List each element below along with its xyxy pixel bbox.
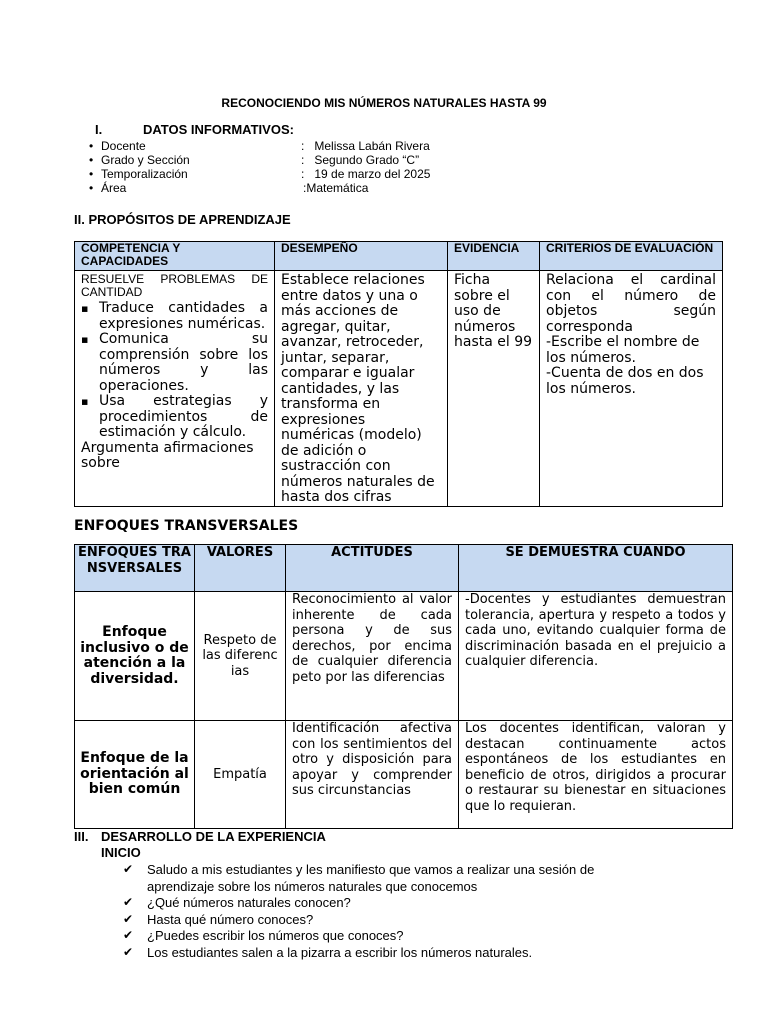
demuestra-cell: Los docentes identifican, valoran y destacan continuamente actos espontáneos de los estudiantes en beneficio de otros, dirigidos a procurar o restaurar su bienestar en situaciones que lo requieran. — [459, 721, 733, 829]
inicio-item-text: Los estudiantes salen a la pizarra a escribir los números naturales. — [147, 944, 533, 960]
section-4-title: DESARROLLO DE LA EXPERIENCIA — [101, 829, 326, 844]
check-icon: ✔ — [123, 944, 134, 959]
info-label: Temporalización — [101, 167, 188, 181]
document-title: RECONOCIENDO MIS NÚMEROS NATURALES HASTA 99 — [221, 96, 547, 110]
inicio-title: INICIO — [101, 845, 141, 860]
check-icon: ✔ — [123, 911, 134, 926]
header-demuestra: SE DEMUESTRA CUANDO — [459, 545, 733, 592]
bullet-icon: • — [89, 181, 94, 195]
section-4-heading — [74, 829, 326, 844]
info-label: Grado y Sección — [101, 153, 190, 167]
criterio-item: -Cuenta de dos en dos los números. — [546, 365, 704, 397]
section-1-number: I. — [95, 122, 103, 137]
info-row-temporalizacion — [89, 167, 430, 181]
bullet-icon: • — [89, 139, 94, 153]
enfoque-row — [75, 721, 733, 829]
purposes-header-row — [75, 242, 723, 271]
header-enfoques: ENFOQUES TRANSVERSALES — [75, 545, 195, 592]
check-icon: ✔ — [123, 928, 134, 942]
info-value: Melissa Labán Rivera — [314, 139, 430, 153]
section-3-title: ENFOQUES TRANSVERSALES — [74, 518, 299, 534]
inicio-item-text: Hasta qué número conoces? — [147, 911, 314, 927]
header-valores: VALORES — [195, 545, 286, 592]
header-criterios: CRITERIOS DE EVALUACIÓN — [540, 242, 723, 271]
info-separator: : — [301, 139, 305, 153]
info-value: Matemática — [306, 181, 369, 195]
valor-cell: Respeto de las diferencias — [195, 592, 286, 721]
header-competencia: COMPETENCIA Y CAPACIDADES — [75, 242, 275, 271]
capacidad-item: ▪ Traduce cantidades a expresiones numéricas. — [99, 301, 268, 332]
criterio-item: Relaciona el cardinal con el número de objetos según corresponda — [546, 272, 716, 335]
evidencia-cell: Ficha sobre el uso de números hasta el 99 — [448, 271, 540, 507]
enfoques-table — [74, 544, 733, 829]
purposes-table — [74, 241, 723, 507]
info-row-area — [89, 181, 368, 195]
info-value: 19 de marzo del 2025 — [314, 167, 431, 181]
section-1-heading — [95, 122, 294, 137]
inicio-item — [123, 895, 653, 912]
info-row-grado — [89, 153, 419, 167]
capacidades-list — [81, 301, 268, 441]
section-1-title: DATOS INFORMATIVOS: — [143, 122, 294, 137]
actitud-cell: Identificación afectiva con los sentimientos del otro y disposición para apoyar y comprender sus circunstancias — [286, 721, 459, 829]
enfoque-row — [75, 592, 733, 721]
capacidad-extra: Argumenta afirmaciones sobre — [81, 439, 254, 471]
inicio-item — [123, 928, 653, 945]
competencia-title: RESUELVE PROBLEMAS DE CANTIDAD — [81, 272, 268, 299]
header-desempeno: DESEMPEÑO — [275, 242, 448, 271]
inicio-item-text: ¿Puedes escribir los números que conoces? — [147, 928, 404, 943]
info-label: Docente — [101, 139, 146, 153]
criterios-cell — [540, 271, 723, 507]
competencia-cell — [75, 271, 275, 507]
check-icon: ✔ — [123, 862, 134, 876]
capacidad-item: ▪ Usa estrategias y procedimientos de estimación y cálculo. — [99, 394, 268, 441]
inicio-item — [123, 862, 653, 895]
enfoque-cell: Enfoque inclusivo o de atención a la diversidad. — [75, 592, 195, 721]
inicio-list — [123, 862, 653, 961]
enfoques-header-row — [75, 545, 733, 592]
section-2-title: II. PROPÓSITOS DE APRENDIZAJE — [74, 212, 291, 227]
info-label: Área — [101, 181, 127, 195]
capacidad-item: ▪ Comunica su comprensión sobre los números y las operaciones. — [99, 332, 268, 394]
info-separator: : — [301, 167, 305, 181]
inicio-item-text: ¿Qué números naturales conocen? — [147, 895, 351, 910]
header-evidencia: EVIDENCIA — [448, 242, 540, 271]
valor-cell: Empatía — [195, 721, 286, 829]
criterio-item: -Escribe el nombre de los números. — [546, 334, 700, 366]
info-separator: : — [303, 181, 307, 195]
inicio-item-text: Saludo a mis estudiantes y les manifiesto que vamos a realizar una sesión de aprendizaje sobre los números naturales que conocemos — [147, 862, 595, 894]
actitud-cell: Reconocimiento al valor inherente de cada persona y de sus derechos, por encima de cualquier diferencia peto por las diferencias — [286, 592, 459, 721]
enfoque-cell: Enfoque de la orientación al bien común — [75, 721, 195, 829]
bullet-icon: • — [89, 167, 94, 181]
inicio-item — [123, 945, 653, 962]
bullet-icon: • — [89, 153, 94, 167]
info-row-docente — [89, 139, 430, 153]
check-icon: ✔ — [123, 895, 134, 909]
info-separator: : — [301, 153, 305, 167]
desempeno-cell: Establece relaciones entre datos y una o más acciones de agregar, quitar, avanzar, retroceder, juntar, separar, comparar e igualar cantidades, y las transforma en expresiones numéricas (modelo) de adición o sustracción con números naturales de hasta dos cifras — [275, 271, 448, 507]
info-value: Segundo Grado “C” — [314, 153, 420, 167]
header-actitudes: ACTITUDES — [286, 545, 459, 592]
purposes-row — [75, 271, 723, 507]
inicio-item — [123, 912, 653, 929]
section-4-number: III. — [74, 829, 89, 844]
demuestra-cell: -Docentes y estudiantes demuestran tolerancia, apertura y respeto a todos y cada uno, evitando cualquier forma de discriminación basada en el prejuicio a cualquier diferencia. — [459, 592, 733, 721]
